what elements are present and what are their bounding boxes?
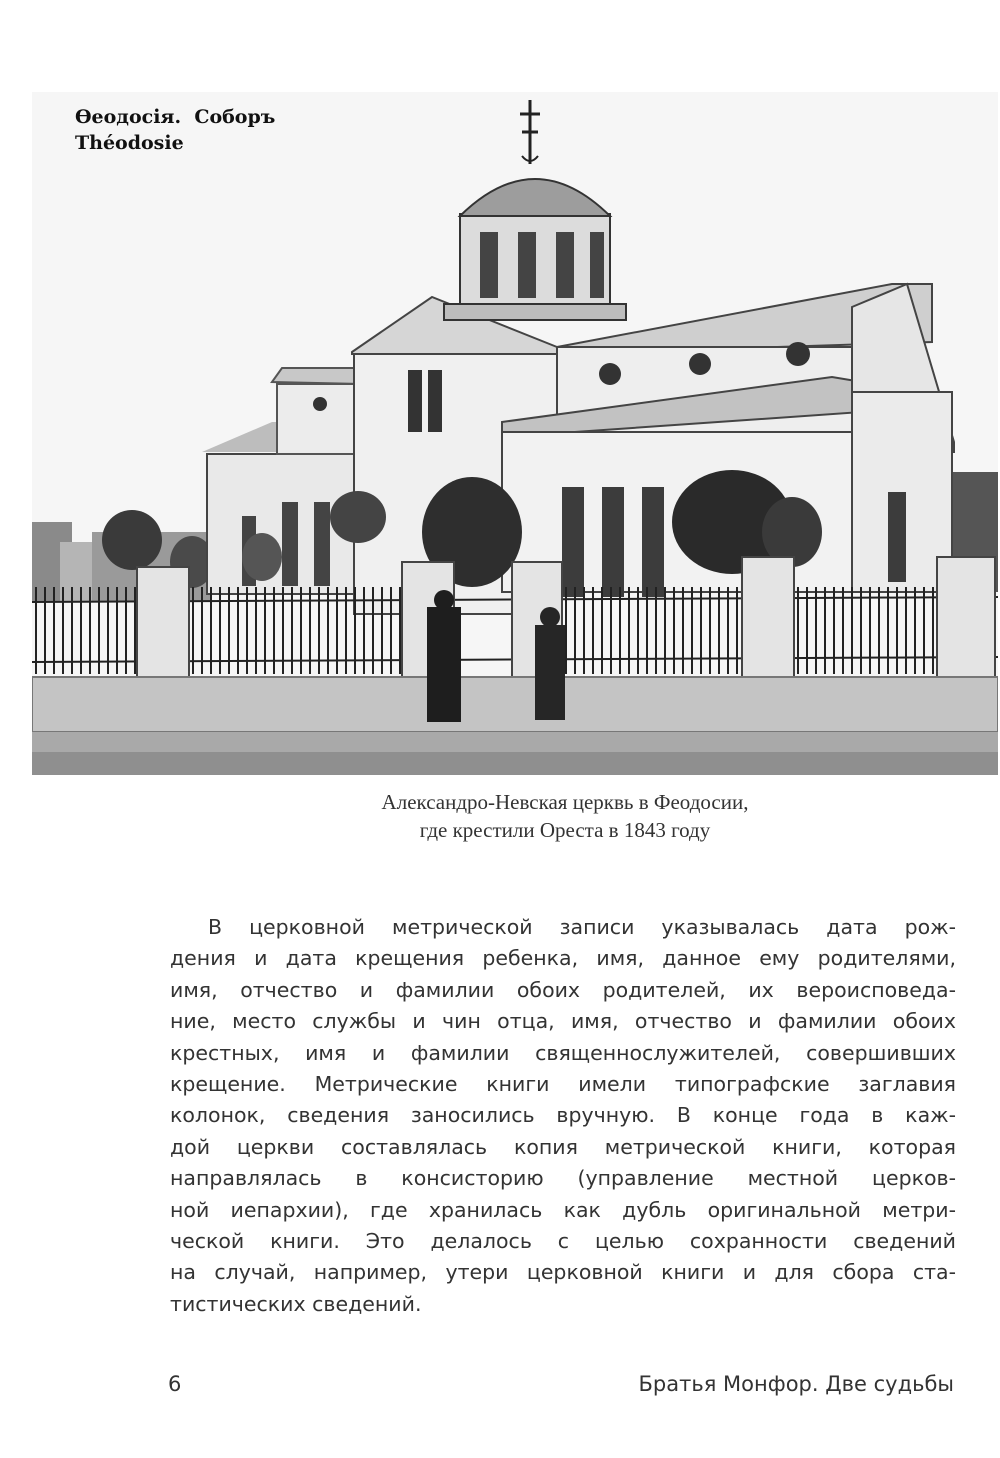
body-paragraph (170, 912, 956, 1320)
body-line: направлялась в консисторию (управление местной церков- (170, 1166, 956, 1191)
church-photograph (32, 92, 998, 775)
body-line: ческой книги. Это делалось с целью сохранности сведений (170, 1229, 956, 1254)
body-line: ной иепархии), где хранилась как дубль оригинальной метри- (170, 1197, 956, 1222)
body-line: дения и дата крещения ребенка, имя, данное ему родителями, (170, 946, 956, 971)
postcard-title-french: Théodosie (75, 132, 184, 155)
page-number: 6 (168, 1372, 182, 1396)
photo-caption (0, 788, 1000, 844)
body-line: В церковной метрической записи указывалась дата рож- (208, 915, 956, 939)
body-line: дой церкви составлялась копия метрической книги, которая (170, 1134, 956, 1159)
body-line: крестных, имя и фамилии священнослужителей, совершивших (170, 1040, 956, 1065)
caption-line-1: Александро-Невская церквь в Феодосии, (381, 790, 749, 814)
body-line: колонок, сведения заносились вручную. В конце года в каж- (170, 1103, 956, 1128)
caption-line-2: где крестили Ореста в 1843 году (419, 818, 711, 842)
body-line: имя, отчество и фамилии обоих родителей, их вероисповеда- (170, 977, 956, 1002)
body-line: на случай, например, утери церковной книги и для сбора ста- (170, 1260, 956, 1285)
body-line: тистических сведений. (170, 1291, 422, 1316)
church-illustration (32, 92, 998, 775)
body-line: крещение. Метрические книги имели типографские заглавия (170, 1072, 956, 1097)
running-title: Братья Монфор. Две судьбы (638, 1372, 954, 1396)
postcard-title (75, 104, 275, 156)
postcard-title-russian: Ѳеодосія. Соборъ (75, 106, 276, 128)
body-line: ние, место службы и чин отца, имя, отчество и фамилии обоих (170, 1009, 956, 1034)
